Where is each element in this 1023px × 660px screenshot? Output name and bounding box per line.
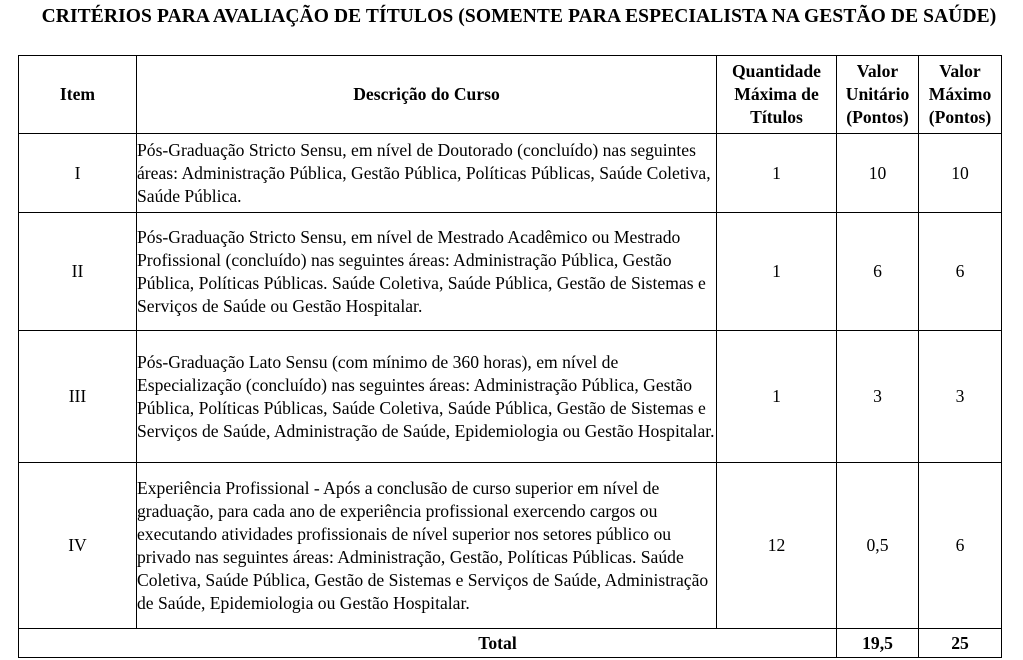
row-description: Pós-Graduação Lato Sensu (com mínimo de 360 horas), em nível de Especialização (concluído) nas seguintes áreas: Administração Pública, Gestão Pública, Políticas Públicas, Saúde Coletiva, Saúde Pública, Gestão de Sistemas e Serviços de Saúde, Administração de Saúde, Epidemiologia ou Gestão Hospitalar. bbox=[137, 331, 717, 463]
row-description: Experiência Profissional - Após a conclusão de curso superior em nível de graduação, para cada ano de experiência profissional exercendo cargos ou executando atividades profissionais de nível superior nos setores público ou privado nas seguintes áreas: Administração, Gestão, Políticas Públicas. Saúde Coletiva, Saúde Pública, Gestão de Sistemas e Serviços de Saúde, Administração de Saúde, Epidemiologia ou Gestão Hospitalar. bbox=[137, 463, 717, 629]
table-header-row bbox=[19, 56, 1002, 134]
row-max-quantity: 12 bbox=[717, 463, 837, 629]
row-max-quantity: 1 bbox=[717, 331, 837, 463]
row-max-value: 3 bbox=[919, 331, 1002, 463]
row-max-value: 6 bbox=[919, 463, 1002, 629]
row-unit-value: 6 bbox=[837, 213, 919, 331]
row-item-number: II bbox=[19, 213, 137, 331]
total-max-value: 25 bbox=[919, 629, 1002, 658]
row-max-value: 6 bbox=[919, 213, 1002, 331]
row-item-number: IV bbox=[19, 463, 137, 629]
row-description: Pós-Graduação Stricto Sensu, em nível de Mestrado Acadêmico ou Mestrado Profissional (concluído) nas seguintes áreas: Administração Pública, Gestão Pública, Políticas Públicas. Saúde Coletiva, Saúde Pública, Gestão de Sistemas e Serviços de Saúde ou Gestão Hospitalar. bbox=[137, 213, 717, 331]
criteria-table bbox=[18, 55, 1002, 658]
row-item-number: III bbox=[19, 331, 137, 463]
row-unit-value: 0,5 bbox=[837, 463, 919, 629]
total-label: Total bbox=[19, 629, 837, 658]
row-unit-value: 3 bbox=[837, 331, 919, 463]
row-item-number: I bbox=[19, 134, 137, 213]
total-unit-value: 19,5 bbox=[837, 629, 919, 658]
table-row bbox=[19, 213, 1002, 331]
row-description: Pós-Graduação Stricto Sensu, em nível de Doutorado (concluído) nas seguintes áreas: Administração Pública, Gestão Pública, Políticas Públicas, Saúde Coletiva, Saúde Pública. bbox=[137, 134, 717, 213]
header-description: Descrição do Curso bbox=[137, 56, 717, 134]
header-max-value: Valor Máximo (Pontos) bbox=[919, 56, 1002, 134]
header-item: Item bbox=[19, 56, 137, 134]
row-max-quantity: 1 bbox=[717, 134, 837, 213]
header-max-quantity: Quantidade Máxima de Títulos bbox=[717, 56, 837, 134]
table-row bbox=[19, 134, 1002, 213]
table-row bbox=[19, 331, 1002, 463]
row-max-quantity: 1 bbox=[717, 213, 837, 331]
row-unit-value: 10 bbox=[837, 134, 919, 213]
table-total-row bbox=[19, 629, 1002, 658]
row-max-value: 10 bbox=[919, 134, 1002, 213]
header-unit-value: Valor Unitário (Pontos) bbox=[837, 56, 919, 134]
document-title: CRITÉRIOS PARA AVALIAÇÃO DE TÍTULOS (SOMENTE PARA ESPECIALISTA NA GESTÃO DE SAÚDE) bbox=[41, 6, 997, 27]
table-row bbox=[19, 463, 1002, 629]
